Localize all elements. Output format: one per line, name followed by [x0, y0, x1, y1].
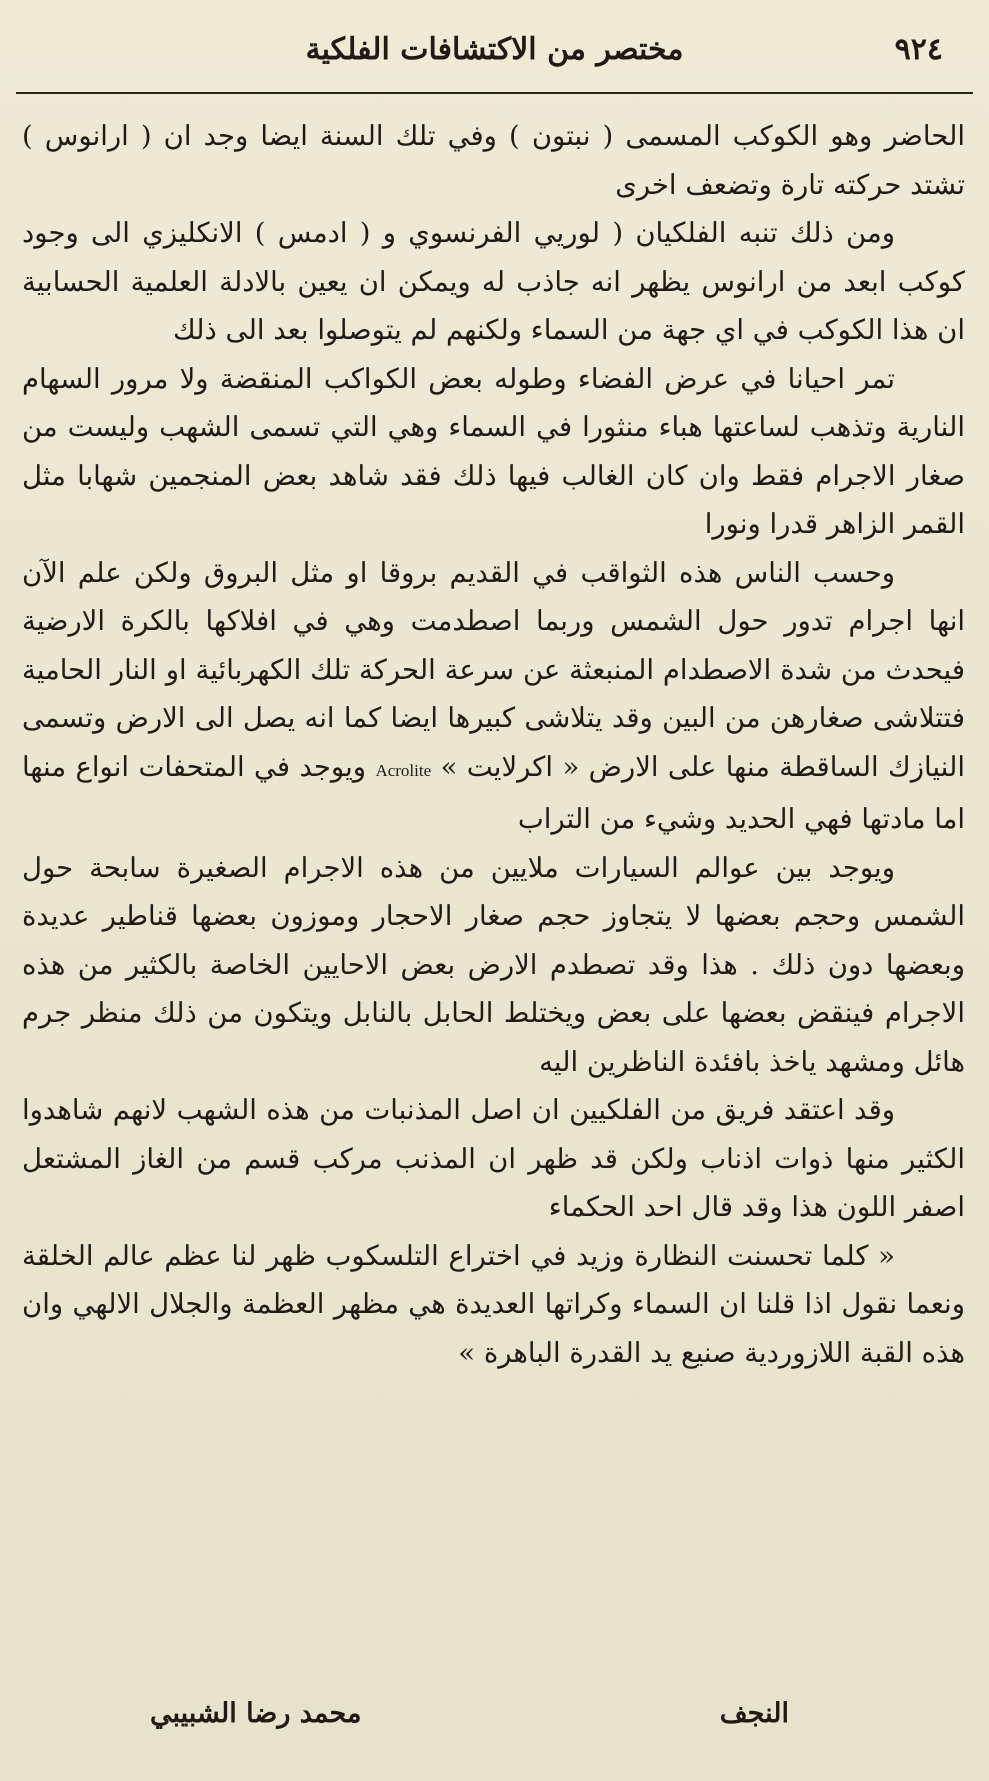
signature-line — [40, 1692, 949, 1742]
paragraph-text: « كلما تحسنت النظارة وزيد في اختراع التلسكوب ظهر لنا عظم عالم الخلقة ونعما نقول اذا قلنا ان السماء وكراتها العديدة هي مظهر العظمة والجلال الالهي وان هذه القبة اللازوردية صنيع يد القدرة الباهرة » — [22, 1239, 965, 1369]
latin-term: Acrolite — [375, 760, 432, 780]
page-header — [40, 28, 949, 76]
paragraph-text: وحسب الناس هذه الثواقب في القديم بروقا او مثل البروق ولكن علم الآن انها اجرام تدور حول الشمس وربما اصطدمت وهي في افلاكها بالكرة الارضية فيحدث من شدة الاصطدام المنبعثة عن سرعة الحركة تلك الكهربائية او النار الحامية فتتلاشى صغارهن من البين وقد يتلاشى كبيرها ايضا كما انه يصل الى الارض وتسمى النيازك الساقطة منها على الارض « اكرلايت » — [22, 556, 965, 783]
signature-place: النجف — [719, 1698, 789, 1729]
paragraph-4 — [22, 549, 965, 844]
header-rule — [16, 92, 973, 94]
paragraph-3 — [22, 355, 965, 549]
signature-author: محمد رضا الشبيبي — [150, 1698, 362, 1729]
running-title: مختصر من الاكتشافات الفلكية — [305, 32, 684, 67]
paragraph-6 — [22, 1086, 965, 1232]
paragraph-text: ومن ذلك تنبه الفلكيان ( لوريي الفرنسوي و ( ادمس ) الانكليزي الى وجود كوكب ابعد من ارانوس يظهر انه جاذب له ويمكن ان يعين بالادلة العلمية الحسابية ان هذا الكوكب في اي جهة من السماء ولكنهم لم يتوصلوا بعد الى ذلك — [22, 217, 965, 346]
paragraph-text: الحاضر وهو الكوكب المسمى ( نبتون ) وفي تلك السنة ايضا وجد ان ( ارانوس ) تشتد حركته تارة وتضعف اخرى — [22, 120, 965, 201]
paragraph-text: ويوجد بين عوالم السيارات ملايين من هذه الاجرام الصغيرة سابحة حول الشمس وحجم بعضها لا يتجاوز حجم صغار الاحجار وموزون بعضها قناطير عديدة وبعضها دون ذلك . هذا وقد تصطدم الارض بعض الاحايين الخاصة بالكثير من هذه الاجرام فينقض بعضها على بعض ويختلط الحابل بالنابل ويتكون من ذلك منظر جرم هائل ومشهد ياخذ بافئدة الناظرين اليه — [22, 851, 965, 1078]
page-number: ٩٢٤ — [894, 32, 943, 67]
paragraph-text: ويوجد في المتحفات انواع منها اما مادتها فهي الحديد وشيء من التراب — [22, 750, 965, 835]
paragraph-7-quote — [22, 1232, 965, 1378]
paragraph-1 — [22, 112, 965, 209]
article-body — [22, 112, 965, 1377]
paragraph-5 — [22, 844, 965, 1087]
paragraph-text: تمر احيانا في عرض الفضاء وطوله بعض الكواكب المنقضة ولا مرور السهام النارية وتذهب لساعتها هباء منثورا في السماء وهي التي تسمى الشهب وليست من صغار الاجرام فقط وان كان الغالب فيها ذلك فقد شاهد بعض المنجمين شهابا مثل القمر الزاهر قدرا ونورا — [22, 362, 965, 540]
paragraph-2 — [22, 209, 965, 355]
paragraph-text: وقد اعتقد فريق من الفلكيين ان اصل المذنبات من هذه الشهب لانهم شاهدوا الكثير منها ذوات اذناب ولكن قد ظهر ان المذنب مركب قسم من الغاز المشتعل اصفر اللون هذا وقد قال احد الحكماء — [22, 1094, 965, 1223]
